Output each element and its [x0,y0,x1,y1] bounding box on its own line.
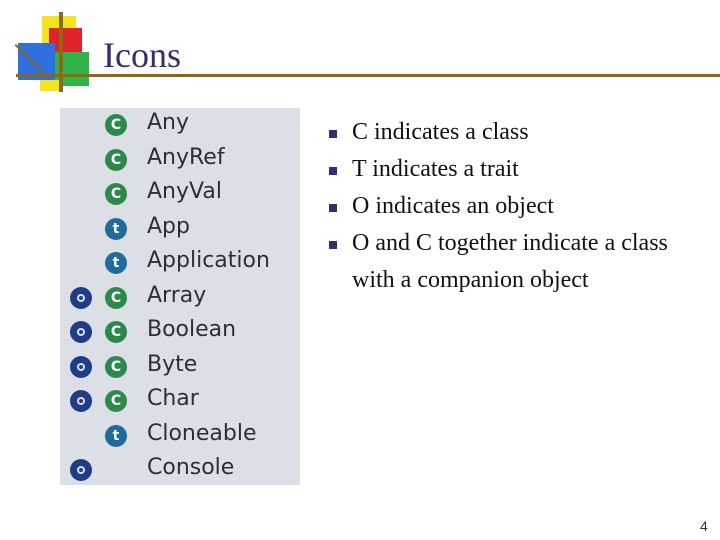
class-icon: C [105,390,127,412]
icon-list-item [60,108,300,142]
bullet-item [326,225,706,299]
class-icon: C [105,321,127,343]
icon-list-item [60,350,300,384]
bullet-square-icon [329,241,337,249]
icon-list-item [60,419,300,453]
bullet-square-icon [329,167,337,175]
icon-list-item [60,177,300,211]
object-icon [70,390,92,412]
icon-list-item [60,143,300,177]
class-icon: C [105,356,127,378]
class-icon: C [105,287,127,309]
icon-list-label: AnyRef [147,144,225,170]
bullet-item [326,151,706,188]
icon-list-item [60,212,300,246]
icon-list-item [60,453,300,487]
bullet-item [326,188,706,225]
icon-list-panel [60,108,300,485]
object-icon [70,459,92,481]
class-icon: C [105,149,127,171]
bullet-item [326,114,706,151]
icon-list-label: Char [147,386,199,411]
bullet-text: O indicates an object [352,193,554,219]
object-icon [70,287,92,309]
icon-list-label: Array [147,282,207,308]
bullet-square-icon [329,204,337,212]
class-icon: C [105,114,127,136]
icon-list-label: Console [147,455,235,480]
icon-list-item [60,281,300,315]
bullet-square-icon [329,130,337,138]
icon-list-label: Boolean [147,317,237,342]
bullet-text: T indicates a trait [352,156,519,182]
bullet-text: O and C together indicate a class with a companion object [352,230,668,293]
icon-list-label: Byte [147,351,198,377]
object-icon [70,321,92,343]
logo-vertical-line [59,12,63,92]
icon-list-label: Any [147,110,190,135]
icon-list-label: Application [147,248,270,273]
trait-icon: t [105,218,127,240]
page-number: 4 [700,518,708,534]
icon-list-label: Cloneable [147,420,257,446]
bullet-text: C indicates a class [352,119,529,145]
trait-icon: t [105,252,127,274]
icon-list-item [60,246,300,280]
icon-list-label: AnyVal [147,179,222,204]
class-icon: C [105,183,127,205]
trait-icon: t [105,425,127,447]
icon-list-item [60,315,300,349]
bullet-list [326,114,706,299]
icon-list-label: App [147,213,190,239]
object-icon [70,356,92,378]
slide-logo [0,0,100,100]
slide-title: Icons [103,35,181,75]
logo-small-yellow-square [40,80,60,91]
icon-list-item [60,384,300,418]
